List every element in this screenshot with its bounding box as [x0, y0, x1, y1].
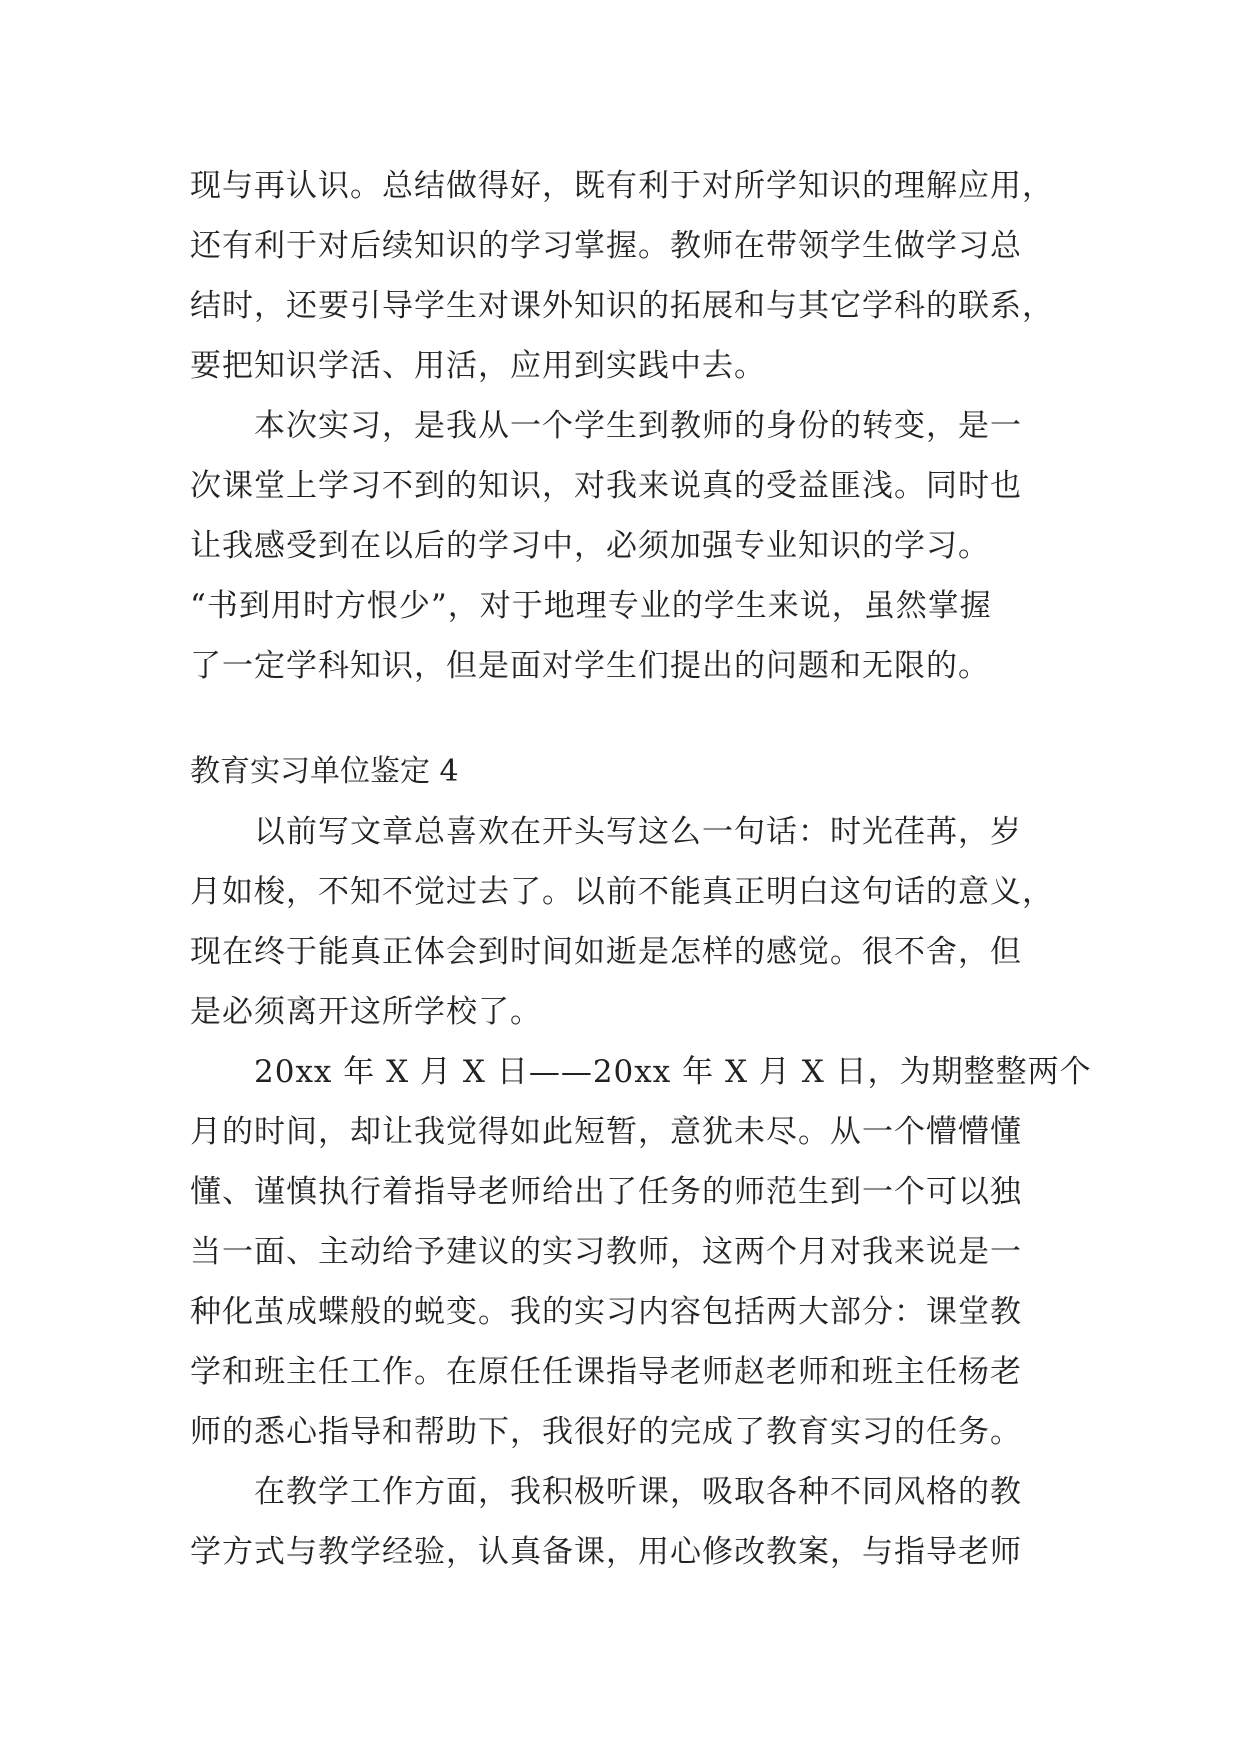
para3-line-1: 以前写文章总喜欢在开头写这么一句话：时光荏苒，岁	[254, 814, 1022, 850]
para2-line-3: 让我感受到在以后的学习中，必须加强专业知识的学习。	[190, 528, 990, 564]
para1-line-3: 结时，还要引导学生对课外知识的拓展和与其它学科的联系，	[190, 288, 1054, 324]
para2-line-4: “书到用时方恨少”，对于地理专业的学生来说，虽然掌握	[190, 588, 992, 624]
para4-line-7: 师的悉心指导和帮助下，我很好的完成了教育实习的任务。	[190, 1414, 1022, 1450]
para2-line-2: 次课堂上学习不到的知识，对我来说真的受益匪浅。同时也	[190, 468, 1022, 504]
para1-line-4: 要把知识学活、用活，应用到实践中去。	[190, 348, 766, 384]
para3-line-3: 现在终于能真正体会到时间如逝是怎样的感觉。很不舍，但	[190, 934, 1022, 970]
para4-line-6: 学和班主任工作。在原任任课指导老师赵老师和班主任杨老	[190, 1354, 1022, 1390]
para3-line-4: 是必须离开这所学校了。	[190, 994, 542, 1030]
para4-line-3: 懂、谨慎执行着指导老师给出了任务的师范生到一个可以独	[190, 1174, 1022, 1210]
para4-line-1: 20xx 年 X 月 X 日——20xx 年 X 月 X 日，为期整整两个	[254, 1054, 1092, 1090]
para4-line-2: 月的时间，却让我觉得如此短暂，意犹未尽。从一个懵懵懂	[190, 1114, 1022, 1150]
para1-line-2: 还有利于对后续知识的学习掌握。教师在带领学生做学习总	[190, 228, 1022, 264]
para5-line-1: 在教学工作方面，我积极听课，吸取各种不同风格的教	[254, 1474, 1022, 1510]
para2-line-5: 了一定学科知识，但是面对学生们提出的问题和无限的。	[190, 648, 990, 684]
para3-line-2: 月如梭，不知不觉过去了。以前不能真正明白这句话的意义，	[190, 874, 1054, 910]
section-heading: 教育实习单位鉴定 4	[190, 754, 459, 789]
para5-line-2: 学方式与教学经验，认真备课，用心修改教案，与指导老师	[190, 1534, 1022, 1570]
para4-line-5: 种化茧成蝶般的蜕变。我的实习内容包括两大部分：课堂教	[190, 1294, 1022, 1330]
para2-line-1: 本次实习，是我从一个学生到教师的身份的转变，是一	[254, 408, 1022, 444]
para1-line-1: 现与再认识。总结做得好，既有利于对所学知识的理解应用，	[190, 168, 1054, 204]
para4-line-4: 当一面、主动给予建议的实习教师，这两个月对我来说是一	[190, 1234, 1022, 1270]
